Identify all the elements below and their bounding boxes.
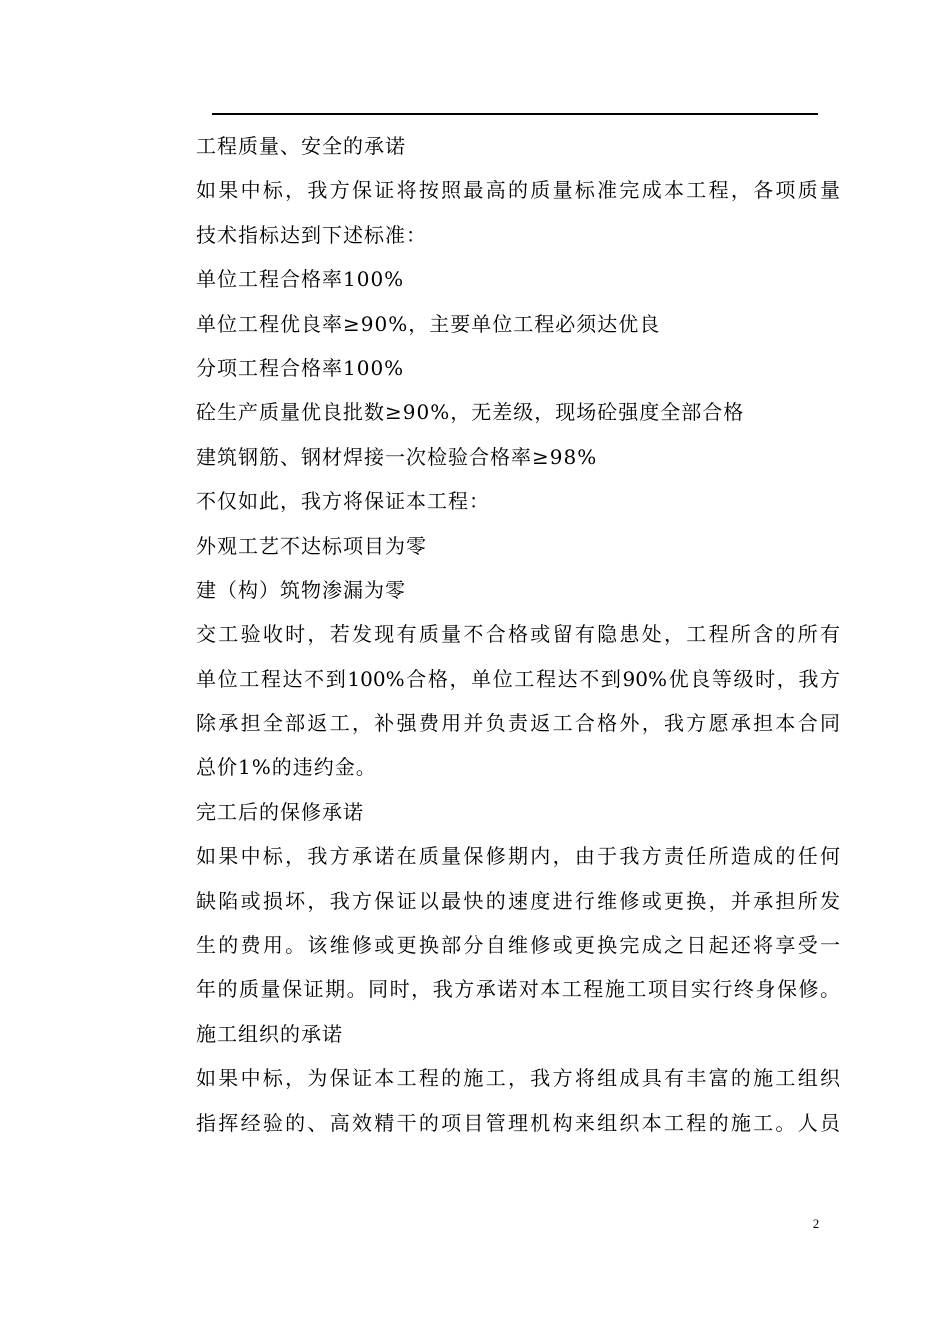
- list-item: 外观工艺不达标项目为零: [196, 533, 427, 558]
- paragraph-line: 如果中标，为保证本工程的施工，我方将组成具有丰富的施工组织: [196, 1066, 840, 1091]
- section-heading-warranty: 完工后的保修承诺: [196, 799, 364, 824]
- section-heading-quality-safety: 工程质量、安全的承诺: [196, 134, 406, 158]
- list-item: 砼生产质量优良批数≥90%，无差级，现场砼强度全部合格: [196, 400, 745, 425]
- list-item: 建筑钢筋、钢材焊接一次检验合格率≥98%: [196, 444, 598, 469]
- paragraph-line: 如果中标，我方保证将按照最高的质量标准完成本工程，各项质量: [196, 178, 840, 203]
- paragraph-line: 除承担全部返工，补强费用并负责返工合格外，我方愿承担本合同: [196, 711, 840, 736]
- paragraph-line: 总价1%的违约金。: [196, 755, 377, 780]
- page-number: 2: [812, 1216, 820, 1231]
- paragraph-line: 不仅如此，我方将保证本工程：: [196, 489, 490, 514]
- document-body: [196, 124, 840, 1145]
- list-item: 单位工程合格率100%: [196, 267, 405, 292]
- paragraph-line: 缺陷或损坏，我方保证以最快的速度进行维修或更换，并承担所发: [196, 888, 840, 913]
- paragraph-line: 生的费用。该维修或更换部分自维修或更换完成之日起还将享受一: [196, 933, 840, 958]
- paragraph-line: 如果中标，我方承诺在质量保修期内，由于我方责任所造成的任何: [196, 844, 840, 869]
- list-item: 单位工程优良率≥90%，主要单位工程必须达优良: [196, 311, 661, 336]
- header-rule: [212, 113, 818, 115]
- list-item: 分项工程合格率100%: [196, 355, 405, 380]
- section-heading-organization: 施工组织的承诺: [196, 1021, 343, 1046]
- paragraph-line: 技术指标达到下述标准：: [196, 222, 427, 247]
- list-item: 建（构）筑物渗漏为零: [196, 577, 406, 602]
- paragraph-line: 单位工程达不到100%合格，单位工程达不到90%优良等级时，我方: [196, 666, 840, 691]
- paragraph-line: 交工验收时，若发现有质量不合格或留有隐患处，工程所含的所有: [196, 622, 840, 647]
- paragraph-line: 指挥经验的、高效精干的项目管理机构来组织本工程的施工。人员: [196, 1110, 840, 1135]
- paragraph-line: 年的质量保证期。同时，我方承诺对本工程施工项目实行终身保修。: [196, 977, 840, 1002]
